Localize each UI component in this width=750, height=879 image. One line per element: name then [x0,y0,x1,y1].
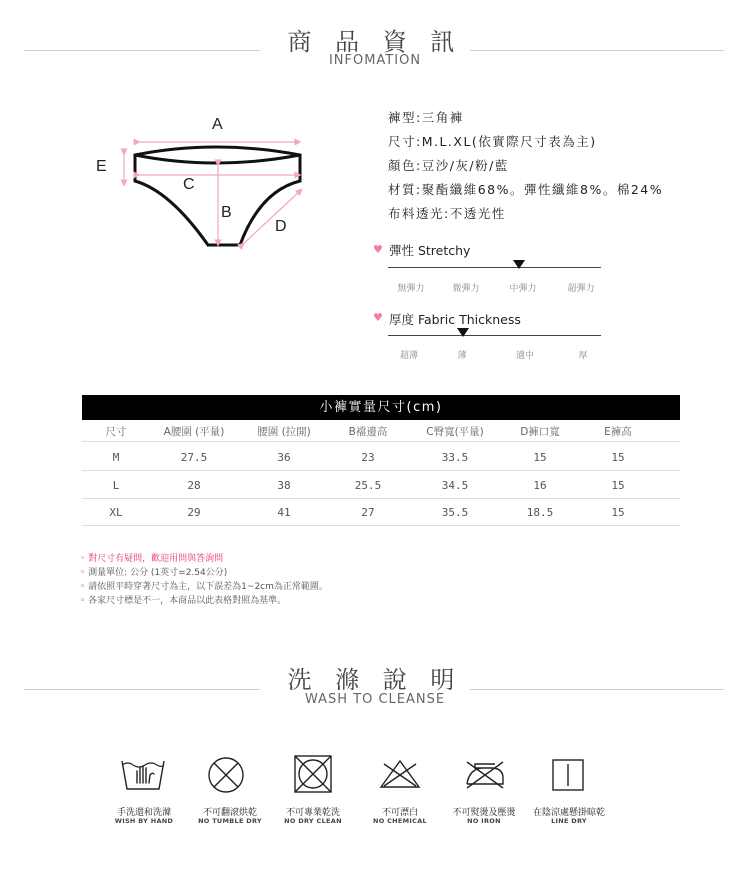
table-cell: 27.5 [180,451,208,464]
thickness-label: 厚 [578,351,588,361]
table-header-cell: C臀寬(平量) [426,426,484,438]
brief-measurement-diagram [90,105,330,265]
table-header-cell: 腰圍 (拉開) [257,426,311,438]
table-row [82,498,680,526]
wash-subtitle: WASH TO CLEANSE [304,692,446,707]
table-cell: 29 [187,506,201,519]
care-label-zh: 在陰涼處懸掛晾乾 [532,808,605,818]
table-cell: 38 [277,479,291,492]
label-E: E [96,158,107,175]
table-row [82,442,680,471]
table-cell: XL [109,506,123,519]
stretch-label: 中彈力 [509,284,537,294]
care-label-en: LINE DRY [551,817,587,825]
table-cell: L [112,479,120,492]
note-line: ◦ 各家尺寸標是不一，本商品以此表格對照為基準。 [80,596,287,606]
table-cell: 16 [533,479,547,492]
spec-style: 褲型:三角褲 [388,110,464,125]
wash-title: 洗 滌 說 明 [287,666,463,694]
table-cell: 34.5 [441,479,469,492]
note-line: ◦ 測量單位: 公分 (1英寸=2.54公分) [80,568,228,578]
label-D: D [275,218,287,235]
line-dry-icon [551,758,585,792]
table-cell: 15 [533,451,547,464]
info-title: 商 品 資 訊 [287,28,463,56]
thickness-scale-title: 厚度 Fabric Thickness [389,312,521,327]
table-cell: 15 [611,479,625,492]
care-label-en: NO DRY CLEAN [284,817,342,825]
spec-color: 顏色:豆沙/灰/粉/藍 [388,158,509,173]
care-label-en: NO TUMBLE DRY [198,817,262,825]
care-label-zh: 不可專業乾洗 [285,808,340,818]
table-header-cell: D褲口寬 [520,426,560,438]
note-line: ◦ 請依照平時穿著尺寸為主，以下誤差為1~2cm為正常範圍。 [80,582,328,592]
care-label-zh: 不可漂白 [381,808,418,818]
table-cell: 27 [361,506,375,519]
info-subtitle: INFOMATION [328,53,422,68]
note-line: ◦ 對尺寸有疑問，歡迎用問與答詢問 [80,554,224,564]
care-label-zh: 手洗還和洗滌 [116,808,171,818]
label-B: B [221,204,232,221]
spec-opacity: 布料透光:不透光性 [388,206,506,221]
thickness-label: 薄 [457,351,467,361]
spec-material: 材質:聚酯纖維68%。彈性纖維8%。棉24% [388,182,664,197]
table-row [82,470,680,499]
table-cell: 18.5 [526,506,554,519]
care-label-en: WISH BY HAND [114,817,174,825]
table-header-cell: B襠邊高 [348,426,388,438]
table-cell: 15 [611,451,625,464]
table-cell: 25.5 [354,479,382,492]
table-header-cell: 尺寸 [105,426,127,438]
care-label-en: NO IRON [467,817,501,825]
hand-wash-icon [119,753,167,793]
label-C: C [183,176,195,193]
no-tumble-dry-icon [206,755,246,795]
thickness-scale-line [388,335,601,336]
table-cell: 23 [361,451,375,464]
table-header-cell: E褲高 [604,426,632,438]
stretch-label: 超彈力 [567,284,595,294]
table-cell: 35.5 [441,506,469,519]
heart-icon: ♥ [373,311,383,324]
stretch-scale-marker [513,260,525,269]
thickness-scale-marker [457,328,469,337]
no-bleach-icon [378,758,422,790]
stretch-label: 無彈力 [397,284,425,294]
no-iron-icon [461,758,509,790]
table-cell: 28 [187,479,201,492]
table-cell: M [112,451,120,464]
table-header-cell: A腰圍 (平量) [163,426,225,438]
spec-size: 尺寸:M.L.XL(依實際尺寸表為主) [388,134,597,149]
table-cell: 33.5 [441,451,469,464]
size-table-header-row [82,420,680,442]
table-cell: 15 [611,506,625,519]
table-cell: 36 [277,451,291,464]
table-cell: 41 [277,506,291,519]
care-label-en: NO CHEMICAL [372,817,427,825]
label-A: A [212,116,223,133]
stretch-label: 微彈力 [452,284,480,294]
thickness-label: 超薄 [399,351,418,361]
stretch-scale-line [388,267,601,268]
heart-icon: ♥ [373,243,383,256]
no-dry-clean-icon [293,754,333,794]
stretch-scale-title: 彈性 Stretchy [389,243,471,258]
size-table-title: 小褲實量尺寸(cm) [82,395,680,420]
care-label-zh: 不可熨燙及壓燙 [452,808,516,818]
thickness-label: 適中 [515,351,534,361]
care-label-zh: 不可翻滾烘乾 [202,808,257,818]
